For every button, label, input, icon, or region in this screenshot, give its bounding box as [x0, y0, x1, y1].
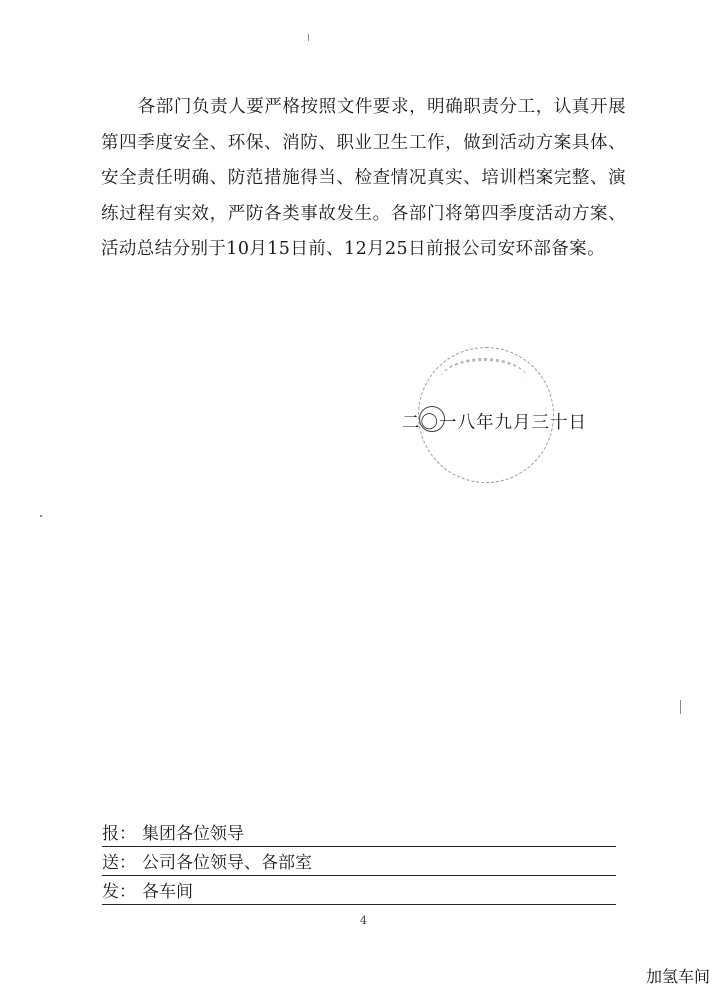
page-number: 4 — [360, 914, 367, 927]
corner-label: 加氢车间 — [642, 962, 714, 989]
scan-speck — [308, 34, 309, 41]
scan-speck — [40, 515, 42, 517]
issue-date: 二〇一八年九月三十日 — [402, 413, 587, 433]
distribution-row-issue — [102, 880, 616, 905]
distribution-label: 报： — [102, 824, 136, 844]
distribution-value: 集团各位领导 — [142, 824, 244, 844]
distribution-value: 公司各位领导、各部室 — [142, 853, 312, 873]
scan-speck — [680, 700, 681, 714]
distribution-label: 发： — [102, 882, 136, 902]
distribution-row-send — [102, 851, 616, 876]
seal-text-arc — [439, 358, 529, 405]
body-paragraph: 各部门负责人要严格按照文件要求，明确职责分工，认真开展第四季度安全、环保、消防、职业卫生工作，做到活动方案具体、安全责任明确、防范措施得当、检查情况真实、培训档案完整、演练过程有实效，严防各类事故发生。各部门将第四季度活动方案、活动总结分别于10月15日前、12月25日前报公司安环部备案。 — [101, 97, 626, 259]
body-text — [101, 90, 626, 268]
distribution-label: 送： — [102, 853, 136, 873]
distribution-row-report — [102, 822, 616, 847]
distribution-value: 各车间 — [142, 882, 193, 902]
